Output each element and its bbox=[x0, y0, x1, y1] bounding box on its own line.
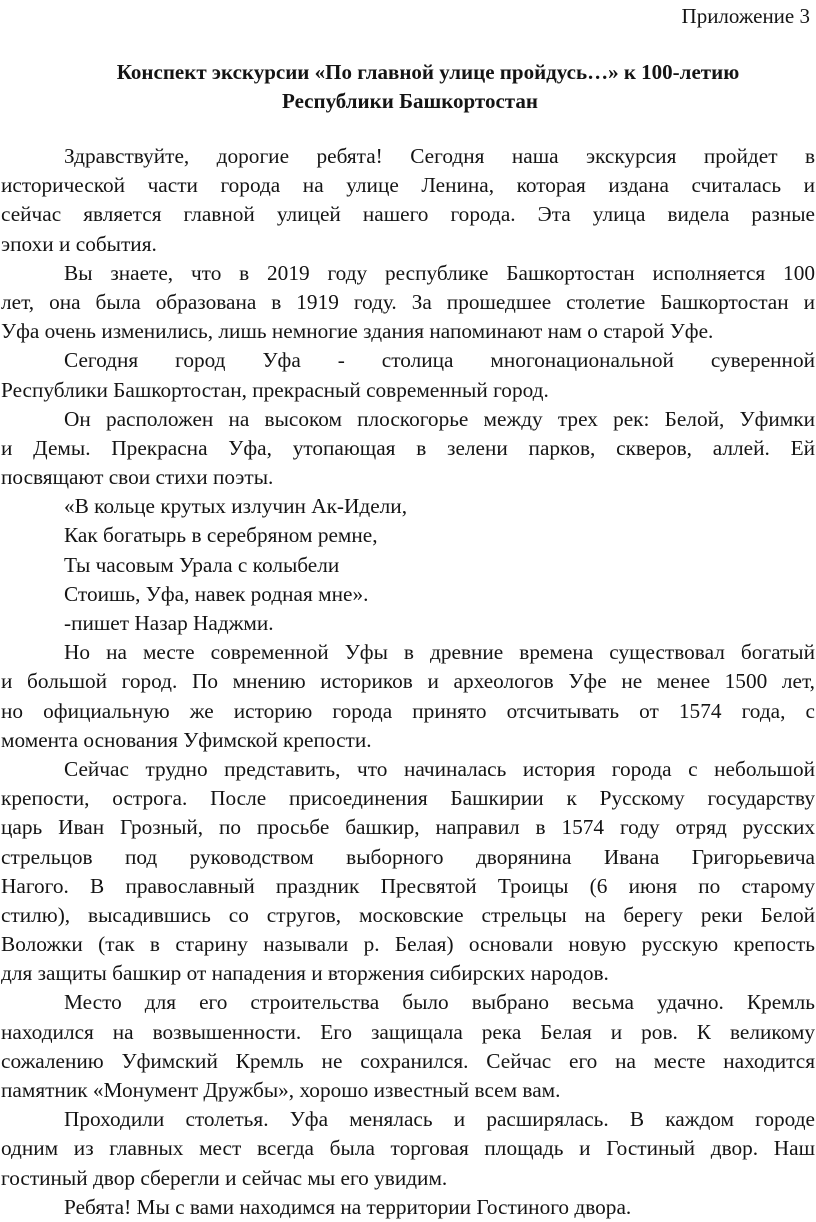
text-line: Он расположен на высоком плоскогорье между трех рек: Белой, Уфимки bbox=[64, 406, 815, 431]
text-line: исторической части города на улице Ленина, которая издана считалась и bbox=[1, 173, 815, 198]
text-line: одним из главных мест всегда была торговая площадь и Гостиный двор. Наш bbox=[1, 1136, 815, 1161]
text-line: стрельцов под руководством выборного дворянина Ивана Григорьевича bbox=[1, 844, 815, 869]
text-line: Место для его строительства было выбрано весьма удачно. Кремль bbox=[64, 990, 815, 1015]
appendix-label: Приложение 3 bbox=[681, 4, 810, 28]
text-line: царь Иван Грозный, по просьбе башкир, направил в 1574 году отряд русских bbox=[1, 815, 815, 840]
text-line: стилю), высадившись со стругов, московские стрельцы на берегу реки Белой bbox=[1, 902, 815, 927]
text-line: крепости, острога. После присоединения Башкирии к Русскому государству bbox=[1, 786, 815, 811]
text-line: Республики Башкортостан, прекрасный современный город. bbox=[1, 377, 549, 402]
poem-line: Ты часовым Урала с колыбели bbox=[64, 552, 340, 577]
text-line: посвящают свои стихи поэты. bbox=[1, 465, 274, 490]
text-line: Вы знаете, что в 2019 году республике Башкортостан исполняется 100 bbox=[64, 260, 815, 285]
text-line: Воложки (так в старину называли р. Белая) основали новую русскую крепость bbox=[1, 932, 815, 957]
text-line: Ребята! Мы с вами находимся на территории Гостиного двора. bbox=[64, 1194, 632, 1219]
text-line: Уфа очень изменились, лишь немногие здания напоминают нам о старой Уфе. bbox=[1, 319, 714, 344]
title-line-2: Республики Башкортостан bbox=[282, 89, 538, 113]
text-line: Проходили столетья. Уфа менялась и расширялась. В каждом городе bbox=[64, 1107, 815, 1132]
text-line: Здравствуйте, дорогие ребята! Сегодня наша экскурсия пройдет в bbox=[64, 144, 815, 168]
document-title bbox=[0, 58, 816, 116]
title-line-1: Конспект экскурсии «По главной улице пройдусь…» к 100-летию bbox=[116, 60, 740, 84]
poem-line: Как богатырь в серебряном ремне, bbox=[64, 523, 378, 548]
text-line: находился на возвышенности. Его защищала река Белая и ров. К великому bbox=[1, 1019, 815, 1044]
text-line: эпохи и события. bbox=[1, 231, 157, 256]
text-line: сожалению Уфимский Кремль не сохранился. Сейчас его на месте находится bbox=[1, 1048, 815, 1073]
text-line: но официальную же историю города принято отсчитывать от 1574 года, с bbox=[1, 698, 815, 723]
text-line: Сейчас трудно представить, что начиналась история города с небольшой bbox=[64, 756, 815, 781]
poem-line: Стоишь, Уфа, навек родная мне». bbox=[64, 581, 369, 606]
text-line: Сегодня город Уфа - столица многонациональной суверенной bbox=[64, 348, 815, 373]
text-line: Нагого. В православный праздник Пресвятой Троицы (6 июня по старому bbox=[1, 873, 815, 898]
text-line: лет, она была образована в 1919 году. За прошедшее столетие Башкортостан и bbox=[1, 289, 815, 314]
text-line: Но на месте современной Уфы в древние времена существовал богатый bbox=[64, 640, 815, 665]
text-line: и большой город. По мнению историков и археологов Уфе не менее 1500 лет, bbox=[1, 669, 815, 694]
text-line: для защиты башкир от нападения и вторжения сибирских народов. bbox=[1, 961, 609, 986]
text-line: гостиный двор сберегли и сейчас мы его увидим. bbox=[1, 1165, 448, 1190]
poem-attribution: -пишет Назар Наджми. bbox=[64, 611, 274, 635]
document-body bbox=[1, 142, 815, 1222]
text-line: памятник «Монумент Дружбы», хорошо известный всем вам. bbox=[1, 1078, 561, 1102]
text-line: и Демы. Прекрасна Уфа, утопающая в зелени парков, скверов, аллей. Ей bbox=[1, 435, 815, 460]
text-line: момента основания Уфимской крепости. bbox=[1, 727, 372, 752]
text-line: сейчас является главной улицей нашего города. Эта улица видела разные bbox=[1, 202, 815, 227]
poem-line: «В кольце крутых излучин Ак-Идели, bbox=[64, 494, 408, 519]
